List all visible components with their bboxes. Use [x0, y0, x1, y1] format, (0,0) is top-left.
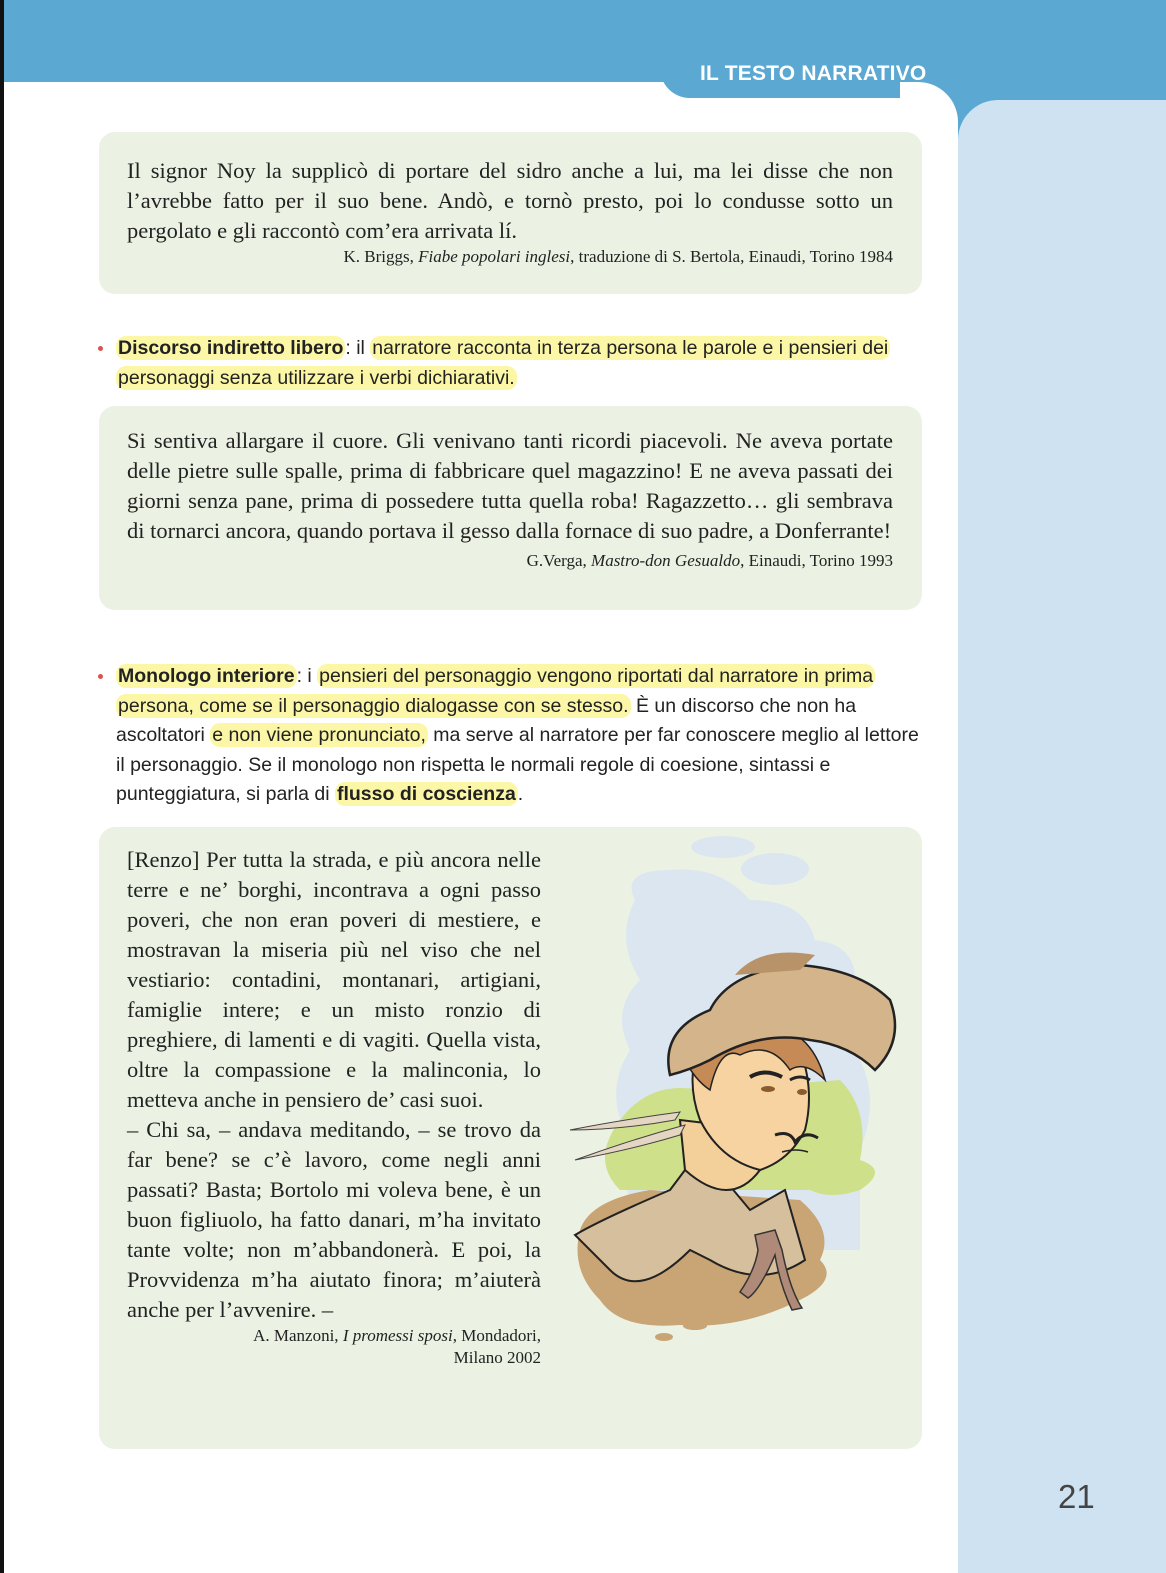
- quote-text: Il signor Noy la supplicò di portare del sidro anche a lui, ma lei disse che non l’avrebbe fatto per il suo bene. Andò, e tornò presto, poi lo condusse sotto un pergolato e gli raccontò com’era arrivata lí.: [127, 158, 893, 243]
- term: Monologo interiore: [118, 665, 295, 687]
- term: Discorso indiretto libero: [118, 337, 344, 359]
- quote-text: [Renzo] Per tutta la strada, e più ancora nelle terre e ne’ borghi, incontrava a ogni passo poveri, che non eran poveri di mestiere, e mostravan la miseria più nel viso che nel vestiario: contadini, montanari, artigiani, famiglie intere; e un misto ronzio di preghiere, di lamenti e di vagiti. Quella vista, oltre la compassione e la malinconia, lo metteva anche in pensiero de’ casi suoi.: [127, 847, 541, 1112]
- period: .: [517, 783, 524, 805]
- bullet-monologo-interiore: [116, 662, 926, 810]
- source-title: Mastro-don Gesualdo: [591, 551, 741, 570]
- quote-source: [127, 550, 893, 572]
- source-author: A. Manzoni,: [253, 1326, 343, 1345]
- section-title: IL TESTO NARRATIVO: [700, 62, 927, 85]
- quote-box-verga: [99, 406, 922, 610]
- source-rest: , traduzione di S. Bertola, Einaudi, Torino 1984: [570, 247, 893, 266]
- colon-text: : i: [296, 665, 318, 687]
- source-rest: , Mondadori,: [452, 1326, 541, 1345]
- term-flusso-di-coscienza: flusso di coscienza: [336, 783, 516, 805]
- bullet-dot: [98, 346, 103, 351]
- source-author: K. Briggs,: [343, 247, 419, 266]
- colon-text: : il: [345, 337, 371, 359]
- bullet-discorso-indiretto-libero: [116, 334, 926, 393]
- quote-text: Si sentiva allargare il cuore. Gli venivano tanti ricordi piacevoli. Ne aveva portate delle pietre sulle spalle, prima di fabbricare quel magazzino! E ne aveva passati dei giorni senza pane, prima di possedere tutta quella roba! Ragazzetto… gli sembrava di tornarci ancora, quando portava il gesso dalla fornace di suo padre, a Donferrante!: [127, 428, 893, 543]
- source-rest: , Einaudi, Torino 1993: [740, 551, 893, 570]
- highlighted-definition: pensieri del personaggio vengono riportati dal narratore in prima persona, come se il personaggio dialogasse con se stesso.: [118, 665, 874, 717]
- renzo-illustration-icon: [560, 830, 960, 1510]
- source-line2: Milano 2002: [453, 1348, 541, 1367]
- source-author: G.Verga,: [526, 551, 592, 570]
- highlighted-definition: narratore racconta in terza persona le parole e i pensieri dei personaggi senza utilizzare i verbi dichiarativi.: [118, 337, 889, 389]
- body-text: È un discorso che non ha ascoltatori: [116, 694, 857, 746]
- quote-source: [127, 246, 893, 268]
- right-sidebar: [958, 100, 1166, 1573]
- quote-text: – Chi sa, – andava meditando, – se trovo da far bene? se c’è lavoro, come negli anni passati? Basta; Bortolo mi voleva bene, è un buon figliuolo, ha fatto danari, m’ha invitato tante volte; non m’abbandonerà. E poi, la Provvidenza m’ha aiutato finora; m’aiuterà anche per l’avvenire. –: [127, 1117, 541, 1322]
- highlighted-definition: e non viene pronunciato,: [212, 724, 426, 746]
- body-text: ma serve al narratore per far conoscere meglio al lettore il personaggio. Se il monologo non rispetta le normali regole di coesione, sintassi e punteggiatura, si parla di: [116, 724, 919, 805]
- quote-box-briggs: [99, 132, 922, 294]
- quote-source: [127, 1325, 541, 1369]
- bullet-dot: [98, 674, 103, 679]
- source-title: Fiabe popolari inglesi: [418, 247, 571, 266]
- left-edge-strip: [0, 0, 4, 1573]
- source-title: I promessi sposi: [342, 1326, 453, 1345]
- page-number: 21: [1058, 1478, 1095, 1515]
